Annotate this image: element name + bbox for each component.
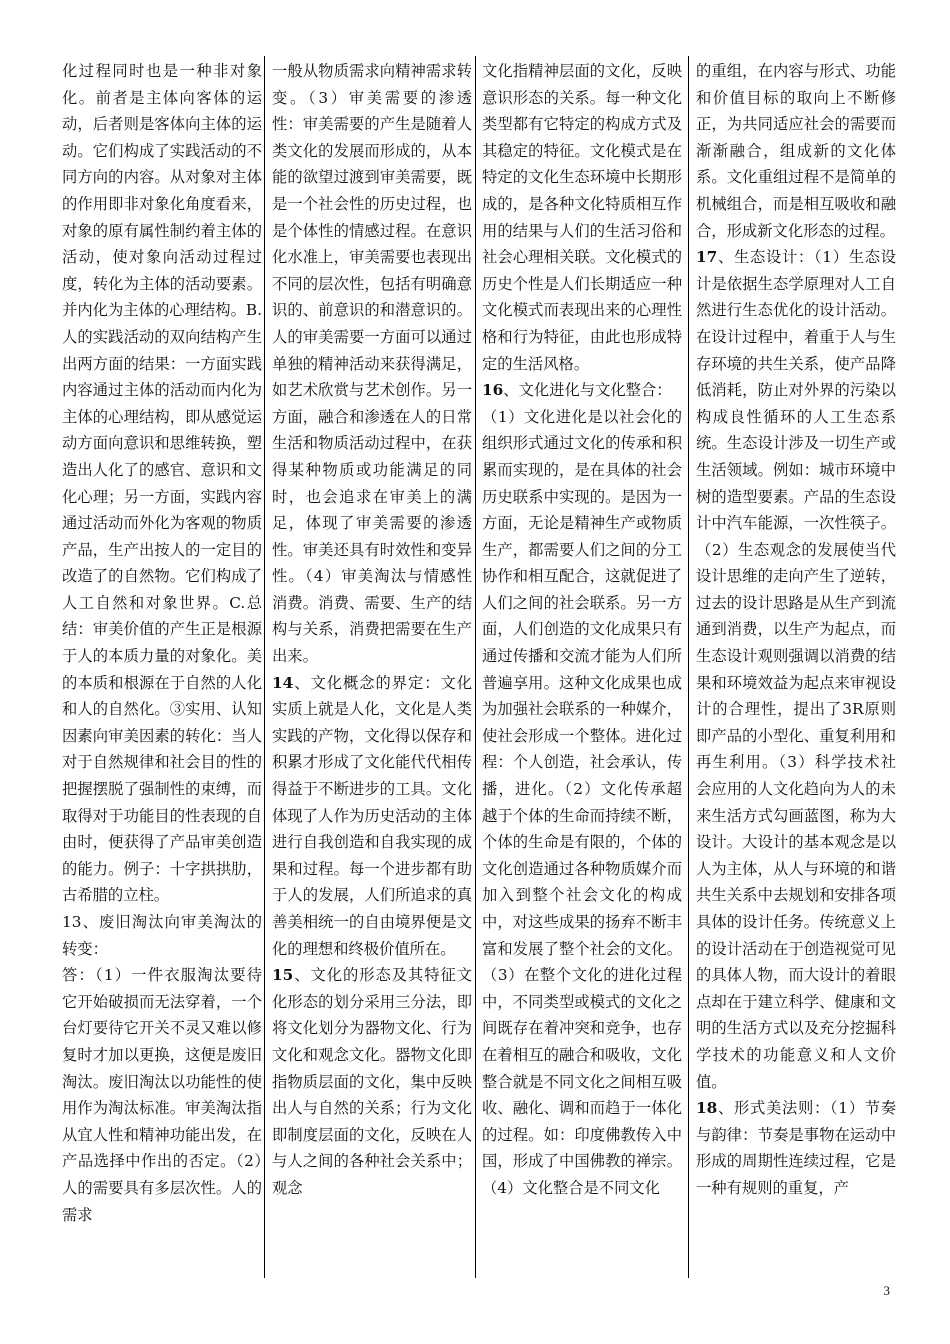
paragraph: （1）文化进化是以社会化的组织形式通过文化的传承和积累而实现的，是在具体的社会历史联系中实现的。是因为一方面，无论是精神生产或物质生产，都需要人们之间的分工协作和相互配合，这就促进了人们之间的社会联系。另一方面，人们创造的文化成果只有通过传播和交流才能为人们所普遍享用。这种文化成果也成为加强社会联系的一种媒介，使社会形成一个整体。进化过程：个人创造，社会承认，传播，进化。（2）文化传承超越于个体的生命而持续不断，个体的生命是有限的，个体的文化创造通过各种物质媒介而加入到整个社会文化的构成中，对这些成果的扬弃不断丰富和发展了整个社会的文化。（3）在整个文化的进化过程中，不同类型或模式的文化之间既存在着冲突和竞争，也存在着相互的融合和吸收，文化整合就是不同文化之间相互吸收、融化、调和而趋于一体化的过程。如：印度佛教传入中国，形成了中国佛教的禅宗。（4）文化整合是不同文化	[482, 407, 682, 1197]
page-number: 3	[883, 1283, 890, 1298]
section-number: 18	[696, 1099, 718, 1118]
section-text: 、文化概念的界定：文化实质上就是人化，文化是人类实践的产物，文化得以保存和积累才形成了文化能代代相传得益于不断进步的工具。文化体现了人作为历史活动的主体进行自我创造和自我实现的成果和过程。每一个进步都有助于人的发展，人们所追求的真善美相统一的自由境界便是文化的理想和终极价值所在。	[272, 673, 472, 958]
paragraph: 答：（1）一件衣服淘汰要待它开始破损而无法穿着，一个台灯要待它开关不灵又难以修复时才加以更换，这便是废旧淘汰。废旧淘汰以功能性的使用作为淘汰标准。审美淘汰指从宜人性和精神功能出发，在产品选择中作出的否定。（2）人的需要具有多层次性。人的需求	[62, 966, 262, 1224]
section-heading-13: 13、废旧淘汰向审美淘汰的转变：	[62, 913, 262, 958]
section-16-heading	[482, 377, 682, 404]
section-text: 、文化进化与文化整合：	[503, 381, 672, 400]
section-number: 16	[482, 381, 504, 400]
section-text: 、形式美法则：（1）节奏与韵律：节奏是事物在运动中形成的周期性连续过程，它是一种有规则的重复，产	[696, 1099, 896, 1197]
paragraph: 文化指精神层面的文化，反映意识形态的关系。每一种文化类型都有它特定的构成方式及其稳定的特征。文化模式是在特定的文化生态环境中长期形成的，是各种文化特质相互作用的结果与人们的生活习俗和社会心理相关联。文化模式的历史个性是人们长期适应一种文化模式而表现出来的心理性格和行为特征，由此也形成特定的生活风格。	[482, 62, 682, 373]
section-number: 17	[696, 248, 718, 267]
column-divider	[688, 56, 689, 1278]
text-column-1	[62, 58, 262, 1278]
column-divider	[264, 56, 265, 1278]
text-column-2	[272, 58, 472, 1278]
text-column-4	[696, 58, 896, 1278]
paragraph: 化过程同时也是一种非对象化。前者是主体向客体的运动，后者则是客体向主体的运动。它们构成了实践活动的不同方向的内容。从对象对主体的作用即非对象化角度看来，对象的原有属性制约着主体的活动，使对象向活动过程过度，转化为主体的活动要素。并内化为主体的心理结构。B.人的实践活动的双向结构产生出两方面的结果：一方面实践内容通过主体的活动而内化为主体的心理结构，即从感觉运动方面向意识和思维转换，塑造出人化了的感官、意识和文化心理；另一方面，实践内容通过活动而外化为客观的物质产品，生产出按人的一定目的改造了的自然物。它们构成了人工自然和对象世界。C.总结：审美价值的产生正是根源于人的本质力量的对象化。美的本质和根源在于自然的人化和人的自然化。③实用、认知因素向审美因素的转化：当人对于自然规律和社会目的性的把握摆脱了强制性的束缚，而取得对于功能目的性表现的自由时，便获得了产品审美创造的能力。例子：十字拱拱肋，古希腊的立柱。	[62, 62, 262, 905]
paragraph: 一般从物质需求向精神需求转变。（3）审美需要的渗透性：审美需要的产生是随着人类文化的发展而形成的，从本能的欲望过渡到审美需要，既是一个社会性的历史过程，也是个体性的情感过程。在意识化水准上，审美需要也表现出不同的层次性，包括有明确意识的、前意识的和潜意识的。人的审美需要一方面可以通过单独的精神活动来获得满足，如艺术欣赏与艺术创作。另一方面，融合和渗透在人的日常生活和物质活动过程中，在获得某种物质或功能满足的同时，也会追求在审美上的满足，体现了审美需要的渗透性。审美还具有时效性和变异性。（4）审美淘汰与情感性消费。消费、需要、生产的结构与关系，消费把需要在生产出来。	[272, 62, 472, 666]
section-text: 、生态设计：（1）生态设计是依据生态学原理对人工自然进行生态优化的设计活动。在设计过程中，着重于人与生存环境的共生关系，使产品降低消耗，防止对外界的污染以构成良性循环的人工生态系统。生态设计涉及一切生产或生活领域。例如：城市环境中树的造型要素。产品的生态设计中汽车能源，一次性筷子。（2）生态观念的发展使当代设计思维的走向产生了逆转，过去的设计思路是从生产到流通到消费，以生产为起点，而生态设计观则强调以消费的结果和环境效益为起点来审视设计的合理性，提出了3R原则即产品的小型化、重复利用和再生利用。（3）科学技术社会应用的人文化趋向为人的未来生活方式勾画蓝图，称为大设计。大设计的基本观念是以人为主体，从人与环境的和谐共生关系中去规划和安排各项具体的设计任务。传统意义上的设计活动在于创造视觉可见的具体人物，而大设计的着眼点却在于建立科学、健康和文明的生活方式以及充分挖掘科学技术的功能意义和人文价值。	[696, 248, 896, 1091]
section-text: 、文化的形态及其特征文化形态的划分采用三分法，即将文化划分为器物文化、行为文化和观念文化。器物文化即指物质层面的文化，集中反映出人与自然的关系；行为文化即制度层面的文化，反映在人与人之间的各种社会关系中；观念	[272, 966, 472, 1197]
section-14	[272, 670, 472, 963]
section-number: 14	[272, 673, 294, 692]
paragraph: 的重组，在内容与形式、功能和价值目标的取向上不断修正，为共同适应社会的需要而渐渐融合，组成新的文化体系。文化重组过程不是简单的机械组合，而是相互吸收和融合，形成新文化形态的过程。	[696, 62, 896, 240]
section-17	[696, 244, 896, 1095]
text-column-3	[482, 58, 682, 1278]
section-15	[272, 962, 472, 1201]
column-divider	[475, 56, 476, 1278]
section-18	[696, 1095, 896, 1201]
section-number: 15	[272, 966, 294, 985]
